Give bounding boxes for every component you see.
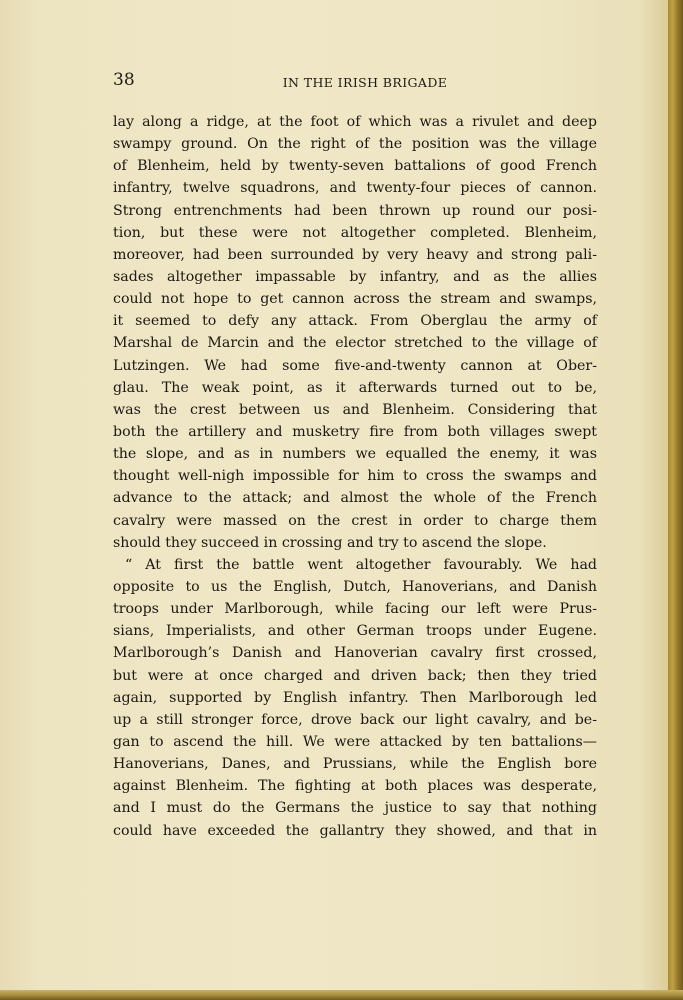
text-line: it seemed to defy any attack. From Oberglau the army of — [113, 313, 597, 330]
text-line: could have exceeded the gallantry they showed, and that in — [113, 822, 597, 839]
running-head: IN THE IRISH BRIGADE — [282, 75, 448, 90]
text-line: of Blenheim, held by twenty-seven battalions of good French — [113, 158, 597, 175]
text-line: infantry, twelve squadrons, and twenty-four pieces of cannon. — [113, 180, 597, 197]
text-line: up a still stronger force, drove back our light cavalry, and be- — [113, 711, 597, 728]
text-line: cavalry were massed on the crest in order to charge them — [113, 512, 597, 529]
text-line: moreover, had been surrounded by very heavy and strong pali- — [113, 246, 597, 263]
text-line: thought well-nigh impossible for him to cross the swamps and — [113, 468, 597, 485]
page-header — [113, 70, 597, 96]
text-line: could not hope to get cannon across the stream and swamps, — [113, 291, 597, 308]
page-edge-bottom — [0, 990, 683, 1000]
text-line: the slope, and as in numbers we equalled the enemy, it was — [113, 446, 597, 463]
page-edge-right — [668, 0, 683, 1000]
text-line: Marlborough’s Danish and Hanoverian cavalry first crossed, — [113, 645, 597, 662]
text-line: but were at once charged and driven back; then they tried — [113, 667, 597, 684]
text-line: should they succeed in crossing and try to ascend the slope. — [113, 534, 547, 551]
text-line: sades altogether impassable by infantry, and as the allies — [113, 268, 597, 285]
text-line: sians, Imperialists, and other German troops under Eugene. — [113, 623, 597, 640]
text-line: against Blenheim. The fighting at both places was desperate, — [113, 778, 597, 795]
text-line: lay along a ridge, at the foot of which was a rivulet and deep — [113, 114, 597, 130]
text-line: Marshal de Marcin and the elector stretched to the village of — [113, 335, 597, 352]
text-line: and I must do the Germans the justice to say that nothing — [113, 800, 597, 817]
text-line: troops under Marlborough, while facing our left were Prus- — [113, 601, 597, 618]
text-line: again, supported by English infantry. Then Marlborough led — [113, 689, 597, 706]
text-line: Hanoverians, Danes, and Prussians, while the English bore — [113, 756, 597, 773]
text-line: Strong entrenchments had been thrown up round our posi- — [113, 202, 597, 219]
text-line: swampy ground. On the right of the position was the village — [113, 136, 597, 153]
text-line: “ At first the battle went altogether favourably. We had — [125, 556, 597, 573]
body-text — [113, 111, 597, 842]
text-line: both the artillery and musketry fire from both villages swept — [113, 423, 597, 440]
text-line: glau. The weak point, as it afterwards turned out to be, — [113, 379, 597, 396]
page-number: 38 — [113, 70, 135, 90]
text-line: gan to ascend the hill. We were attacked by ten battalions— — [113, 733, 597, 750]
text-line: advance to the attack; and almost the whole of the French — [113, 490, 597, 507]
text-line: Lutzingen. We had some five-and-twenty cannon at Ober- — [113, 357, 597, 374]
text-line: opposite to us the English, Dutch, Hanoverians, and Danish — [113, 578, 597, 595]
text-line: tion, but these were not altogether completed. Blenheim, — [113, 224, 597, 241]
text-line: was the crest between us and Blenheim. Considering that — [113, 401, 597, 418]
